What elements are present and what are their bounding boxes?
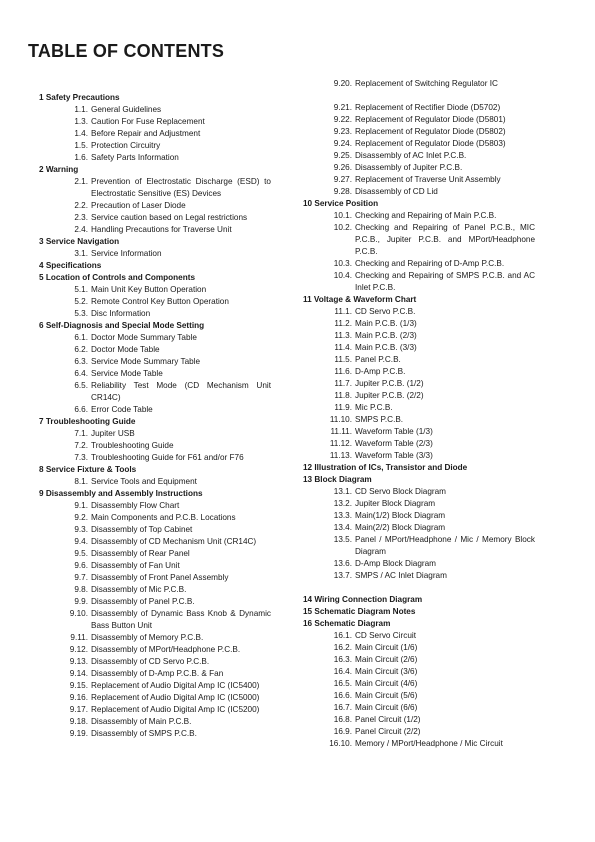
toc-entry-text: Before Repair and Adjustment bbox=[91, 129, 201, 138]
toc-entry[interactable] bbox=[303, 738, 535, 750]
toc-entry-number: 9.17. bbox=[69, 705, 88, 714]
toc-entry-number: 11.8. bbox=[334, 391, 352, 400]
toc-entry-text: Precaution of Laser Diode bbox=[91, 201, 186, 210]
toc-entry-number: 10.1. bbox=[333, 211, 352, 220]
toc-entry-text: Main Unit Key Button Operation bbox=[91, 285, 207, 294]
toc-entry-text: Panel Circuit (2/2) bbox=[355, 727, 421, 736]
toc-entry[interactable] bbox=[39, 212, 271, 224]
toc-entry-text: Disassembly of Main P.C.B. bbox=[91, 717, 192, 726]
toc-entry[interactable] bbox=[39, 584, 271, 596]
toc-entry-number: 5.1. bbox=[74, 285, 88, 294]
toc-entry-number: 9.15. bbox=[69, 681, 88, 690]
toc-entry-text: Jupiter P.C.B. (1/2) bbox=[355, 379, 424, 388]
toc-entry-text: Service Mode Summary Table bbox=[91, 357, 201, 366]
toc-entry-text: Disassembly of Panel P.C.B. bbox=[91, 597, 195, 606]
toc-entry[interactable] bbox=[39, 152, 271, 164]
toc-entry-number: 10.2. bbox=[333, 223, 352, 232]
toc-entry-number: 11.1. bbox=[334, 307, 352, 316]
toc-entry-text: Main Circuit (6/6) bbox=[355, 703, 418, 712]
toc-entry[interactable] bbox=[39, 452, 271, 464]
toc-entry[interactable] bbox=[303, 342, 535, 354]
toc-entry-text: Waveform Table (1/3) bbox=[355, 427, 433, 436]
toc-entry[interactable] bbox=[39, 380, 271, 404]
toc-entry[interactable] bbox=[303, 102, 535, 114]
toc-entry-text: Disassembly Flow Chart bbox=[91, 501, 180, 510]
toc-entry-text: Main(2/2) Block Diagram bbox=[355, 523, 446, 532]
toc-entry-number: 9.16. bbox=[69, 693, 88, 702]
toc-entry[interactable] bbox=[303, 690, 535, 702]
toc-entry-number: 13.5. bbox=[333, 535, 352, 544]
toc-entry[interactable] bbox=[39, 332, 271, 344]
toc-entry[interactable] bbox=[39, 104, 271, 116]
toc-entry-text: Doctor Mode Summary Table bbox=[91, 333, 197, 342]
toc-entry[interactable] bbox=[39, 428, 271, 440]
toc-entry-text: CD Servo Circuit bbox=[355, 631, 416, 640]
toc-column-left bbox=[39, 92, 271, 740]
toc-entry-text: Disassembly of CD Lid bbox=[355, 187, 438, 196]
toc-entry[interactable] bbox=[39, 692, 271, 704]
toc-entry[interactable] bbox=[39, 608, 271, 632]
toc-entry-number: 11.7. bbox=[334, 379, 352, 388]
toc-entry-text: Disassembly of Front Panel Assembly bbox=[91, 573, 229, 582]
toc-entry-text: SMPS P.C.B. bbox=[355, 415, 404, 424]
toc-entry-number: 13.6. bbox=[333, 559, 352, 568]
toc-entry-number: 9.6. bbox=[74, 561, 88, 570]
toc-entry[interactable] bbox=[39, 644, 271, 656]
toc-entry-text: Disassembly of Top Cabinet bbox=[91, 525, 193, 534]
toc-entry-text: Checking and Repairing of SMPS P.C.B. and AC Inlet P.C.B. bbox=[355, 271, 535, 292]
toc-entry[interactable] bbox=[303, 126, 535, 138]
toc-entry-number: 9.10. bbox=[69, 609, 88, 618]
toc-spacer bbox=[303, 582, 535, 594]
toc-entry-number: 7.1. bbox=[74, 429, 88, 438]
toc-entry-number: 1.4. bbox=[74, 129, 88, 138]
toc-entry-number: 1.6. bbox=[74, 153, 88, 162]
toc-entry-number: 9.20. bbox=[333, 79, 352, 88]
toc-entry-number: 16.3. bbox=[333, 655, 352, 664]
toc-entry[interactable] bbox=[39, 728, 271, 740]
toc-entry-text: Replacement of Traverse Unit Assembly bbox=[355, 175, 501, 184]
toc-entry-text: Jupiter P.C.B. (2/2) bbox=[355, 391, 424, 400]
toc-entry-text: Disassembly of D-Amp P.C.B. & Fan bbox=[91, 669, 224, 678]
toc-entry-text: Replacement of Regulator Diode (D5802) bbox=[355, 127, 506, 136]
toc-entry-number: 9.21. bbox=[333, 103, 352, 112]
toc-entry[interactable] bbox=[39, 128, 271, 140]
toc-entry-number: 16.8. bbox=[333, 715, 352, 724]
toc-entry-text: Replacement of Switching Regulator IC bbox=[355, 79, 498, 88]
toc-entry[interactable] bbox=[303, 270, 535, 294]
toc-entry[interactable] bbox=[303, 186, 535, 198]
toc-section-heading[interactable]: 12 Illustration of ICs, Transistor and Diode bbox=[303, 463, 468, 472]
toc-entry-number: 9.8. bbox=[74, 585, 88, 594]
toc-entry-text: Disassembly of Fan Unit bbox=[91, 561, 180, 570]
toc-entry[interactable] bbox=[303, 378, 535, 390]
toc-entry[interactable] bbox=[39, 248, 271, 260]
toc-entry[interactable] bbox=[303, 390, 535, 402]
toc-entry[interactable] bbox=[39, 296, 271, 308]
toc-entry-number: 9.4. bbox=[74, 537, 88, 546]
toc-entry[interactable] bbox=[303, 438, 535, 450]
toc-entry-text: Safety Parts Information bbox=[91, 153, 179, 162]
toc-entry-text: Panel Circuit (1/2) bbox=[355, 715, 421, 724]
toc-entry[interactable] bbox=[303, 630, 535, 642]
toc-entry[interactable] bbox=[39, 512, 271, 524]
toc-entry[interactable] bbox=[303, 414, 535, 426]
toc-entry-number: 11.2. bbox=[334, 319, 352, 328]
toc-entry-number: 9.12. bbox=[69, 645, 88, 654]
toc-section-heading[interactable]: 5 Location of Controls and Components bbox=[39, 273, 196, 282]
toc-entry-number: 9.19. bbox=[69, 729, 88, 738]
toc-entry-number: 5.2. bbox=[74, 297, 88, 306]
toc-entry-number: 16.10. bbox=[329, 739, 352, 748]
toc-entry-number: 7.2. bbox=[74, 441, 88, 450]
toc-entry-text: Disassembly of Dynamic Bass Knob & Dynamic Bass Button Unit bbox=[91, 609, 271, 630]
toc-entry[interactable] bbox=[303, 486, 535, 498]
toc-entry-text: Main Circuit (3/6) bbox=[355, 667, 418, 676]
toc-section-heading[interactable]: 2 Warning bbox=[39, 165, 79, 174]
toc-entry-text: Replacement of Audio Digital Amp IC (IC5000) bbox=[91, 693, 260, 702]
toc-entry-number: 9.27. bbox=[333, 175, 352, 184]
toc-section-heading[interactable]: 4 Specifications bbox=[39, 261, 102, 270]
toc-entry-text: Disassembly of Memory P.C.B. bbox=[91, 633, 204, 642]
toc-entry[interactable] bbox=[39, 572, 271, 584]
toc-entry-number: 11.9. bbox=[334, 403, 352, 412]
toc-entry[interactable] bbox=[303, 210, 535, 222]
toc-entry[interactable] bbox=[39, 476, 271, 488]
toc-entry-number: 13.7. bbox=[333, 571, 352, 580]
toc-spacer bbox=[303, 90, 535, 102]
toc-entry-text: Checking and Repairing of D-Amp P.C.B. bbox=[355, 259, 505, 268]
toc-entry-text: Disassembly of CD Servo P.C.B. bbox=[91, 657, 210, 666]
toc-entry[interactable] bbox=[303, 702, 535, 714]
toc-entry[interactable] bbox=[39, 224, 271, 236]
toc-entry-text: Handling Precautions for Traverse Unit bbox=[91, 225, 232, 234]
toc-entry-text: Service Mode Table bbox=[91, 369, 163, 378]
toc-section-heading[interactable]: 11 Voltage & Waveform Chart bbox=[303, 295, 417, 304]
toc-entry-text: Protection Circuitry bbox=[91, 141, 161, 150]
toc-entry[interactable] bbox=[39, 176, 271, 200]
toc-entry-number: 9.9. bbox=[74, 597, 88, 606]
toc-section-heading[interactable]: 10 Service Position bbox=[303, 199, 379, 208]
toc-entry[interactable] bbox=[303, 570, 535, 582]
toc-entry-text: Waveform Table (3/3) bbox=[355, 451, 433, 460]
toc-entry-text: Disassembly of CD Mechanism Unit (CR14C) bbox=[91, 537, 257, 546]
toc-entry[interactable] bbox=[39, 680, 271, 692]
toc-entry[interactable] bbox=[303, 306, 535, 318]
toc-entry-number: 13.2. bbox=[333, 499, 352, 508]
toc-entry-text: Replacement of Audio Digital Amp IC (IC5400) bbox=[91, 681, 260, 690]
toc-entry-text: Disassembly of Rear Panel bbox=[91, 549, 190, 558]
toc-entry-text: D-Amp P.C.B. bbox=[355, 367, 406, 376]
toc-entry-number: 16.4. bbox=[333, 667, 352, 676]
toc-entry-number: 16.6. bbox=[333, 691, 352, 700]
toc-entry-number: 16.2. bbox=[333, 643, 352, 652]
toc-entry[interactable] bbox=[303, 354, 535, 366]
toc-entry-text: SMPS / AC Inlet Diagram bbox=[355, 571, 447, 580]
toc-entry[interactable] bbox=[39, 704, 271, 716]
toc-section-heading[interactable]: 6 Self-Diagnosis and Special Mode Setting bbox=[39, 321, 205, 330]
toc-entry-text: Service Information bbox=[91, 249, 162, 258]
toc-entry[interactable] bbox=[39, 656, 271, 668]
toc-entry-text: Main P.C.B. (1/3) bbox=[355, 319, 417, 328]
toc-section-heading[interactable]: 14 Wiring Connection Diagram bbox=[303, 595, 423, 604]
toc-entry-number: 9.11. bbox=[70, 633, 88, 642]
toc-entry-number: 9.23. bbox=[333, 127, 352, 136]
toc-entry-text: Reliability Test Mode (CD Mechanism Unit CR14C) bbox=[91, 381, 271, 402]
toc-entry[interactable] bbox=[303, 174, 535, 186]
toc-entry-text: Prevention of Electrostatic Discharge (ESD) to Electrostatic Sensitive (ES) Devices bbox=[91, 177, 271, 198]
toc-entry-text: Jupiter Block Diagram bbox=[355, 499, 436, 508]
toc-entry[interactable] bbox=[303, 162, 535, 174]
toc-entry-text: Disassembly of SMPS P.C.B. bbox=[91, 729, 197, 738]
toc-entry[interactable] bbox=[303, 114, 535, 126]
toc-entry-number: 9.1. bbox=[74, 501, 88, 510]
toc-entry-number: 11.11. bbox=[330, 427, 352, 436]
toc-entry-number: 9.25. bbox=[333, 151, 352, 160]
toc-entry[interactable] bbox=[39, 560, 271, 572]
toc-entry-number: 2.2. bbox=[74, 201, 88, 210]
toc-entry-number: 10.3. bbox=[333, 259, 352, 268]
toc-entry-number: 9.2. bbox=[74, 513, 88, 522]
toc-entry[interactable] bbox=[303, 330, 535, 342]
toc-entry-text: Troubleshooting Guide bbox=[91, 441, 174, 450]
toc-entry-text: Main P.C.B. (3/3) bbox=[355, 343, 417, 352]
toc-entry[interactable] bbox=[39, 632, 271, 644]
toc-entry-text: Remote Control Key Button Operation bbox=[91, 297, 229, 306]
toc-entry[interactable] bbox=[303, 366, 535, 378]
toc-entry-text: Replacement of Audio Digital Amp IC (IC5200) bbox=[91, 705, 260, 714]
toc-entry-text: Main(1/2) Block Diagram bbox=[355, 511, 446, 520]
toc-entry-number: 13.3. bbox=[333, 511, 352, 520]
toc-entry[interactable] bbox=[39, 500, 271, 512]
toc-entry-text: Disassembly of AC Inlet P.C.B. bbox=[355, 151, 467, 160]
toc-entry[interactable] bbox=[303, 714, 535, 726]
toc-entry[interactable] bbox=[303, 558, 535, 570]
toc-entry[interactable] bbox=[39, 200, 271, 212]
toc-entry-text: Mic P.C.B. bbox=[355, 403, 393, 412]
toc-entry-number: 5.3. bbox=[74, 309, 88, 318]
toc-section-heading[interactable]: 1 Safety Precautions bbox=[39, 93, 120, 102]
toc-entry-number: 8.1. bbox=[74, 477, 88, 486]
toc-entry[interactable] bbox=[39, 596, 271, 608]
toc-entry[interactable] bbox=[39, 356, 271, 368]
toc-entry[interactable] bbox=[39, 116, 271, 128]
toc-entry[interactable] bbox=[39, 536, 271, 548]
toc-entry-number: 9.18. bbox=[69, 717, 88, 726]
toc-entry-number: 16.1. bbox=[333, 631, 352, 640]
toc-entry[interactable] bbox=[303, 642, 535, 654]
toc-entry-text: Main P.C.B. (2/3) bbox=[355, 331, 417, 340]
toc-entry-text: Panel P.C.B. bbox=[355, 355, 401, 364]
toc-entry-number: 16.5. bbox=[333, 679, 352, 688]
toc-entry-number: 6.6. bbox=[74, 405, 88, 414]
toc-entry-number: 11.4. bbox=[334, 343, 352, 352]
toc-entry-number: 6.4. bbox=[74, 369, 88, 378]
toc-entry-number: 9.26. bbox=[333, 163, 352, 172]
toc-entry-text: Service caution based on Legal restrictions bbox=[91, 213, 248, 222]
toc-entry-number: 13.4. bbox=[333, 523, 352, 532]
toc-section-heading[interactable]: 8 Service Fixture & Tools bbox=[39, 465, 137, 474]
toc-entry-text: D-Amp Block Diagram bbox=[355, 559, 436, 568]
toc-entry-text: Disassembly of Jupiter P.C.B. bbox=[355, 163, 463, 172]
toc-entry-text: Error Code Table bbox=[91, 405, 153, 414]
toc-entry[interactable] bbox=[39, 140, 271, 152]
toc-entry-text: Replacement of Rectifier Diode (D5702) bbox=[355, 103, 501, 112]
toc-entry-number: 11.6. bbox=[334, 367, 352, 376]
toc-entry-number: 11.3. bbox=[334, 331, 352, 340]
toc-entry[interactable] bbox=[303, 510, 535, 522]
toc-entry[interactable] bbox=[303, 498, 535, 510]
toc-entry[interactable] bbox=[303, 666, 535, 678]
toc-entry-text: Troubleshooting Guide for F61 and/or F76 bbox=[91, 453, 244, 462]
toc-entry-number: 1.3. bbox=[74, 117, 88, 126]
toc-entry-number: 6.3. bbox=[74, 357, 88, 366]
toc-entry-number: 11.10. bbox=[329, 415, 352, 424]
toc-entry[interactable] bbox=[303, 426, 535, 438]
toc-entry-text: Checking and Repairing of Main P.C.B. bbox=[355, 211, 497, 220]
toc-entry[interactable] bbox=[303, 534, 535, 558]
toc-entry[interactable] bbox=[303, 78, 535, 90]
toc-entry-number: 1.5. bbox=[74, 141, 88, 150]
toc-entry-number: 9.3. bbox=[74, 525, 88, 534]
toc-entry[interactable] bbox=[303, 450, 535, 462]
toc-entry-text: General Guidelines bbox=[91, 105, 162, 114]
toc-entry-number: 3.1. bbox=[74, 249, 88, 258]
toc-entry-text: Disc Information bbox=[91, 309, 151, 318]
toc-entry-text: CD Servo P.C.B. bbox=[355, 307, 416, 316]
toc-entry-number: 13.1. bbox=[333, 487, 352, 496]
toc-entry-number: 9.5. bbox=[74, 549, 88, 558]
toc-entry-text: Checking and Repairing of Panel P.C.B., MIC P.C.B., Jupiter P.C.B. and MPort/Headphone P.C.B. bbox=[355, 223, 535, 256]
toc-section-heading[interactable]: 13 Block Diagram bbox=[303, 475, 372, 484]
toc-entry-number: 11.13. bbox=[329, 451, 352, 460]
toc-entry[interactable] bbox=[303, 222, 535, 258]
toc-entry-number: 2.4. bbox=[74, 225, 88, 234]
toc-entry-text: Panel / MPort/Headphone / Mic / Memory Block Diagram bbox=[355, 535, 535, 556]
toc-entry[interactable] bbox=[39, 440, 271, 452]
toc-entry-number: 6.5. bbox=[74, 381, 88, 390]
toc-section-heading[interactable]: 15 Schematic Diagram Notes bbox=[303, 607, 416, 616]
toc-entry-number: 6.1. bbox=[74, 333, 88, 342]
page-title: TABLE OF CONTENTS bbox=[28, 41, 225, 61]
toc-section-heading[interactable]: 3 Service Navigation bbox=[39, 237, 120, 246]
toc-entry-text: Main Circuit (5/6) bbox=[355, 691, 418, 700]
toc-entry[interactable] bbox=[303, 318, 535, 330]
toc-entry-number: 9.7. bbox=[74, 573, 88, 582]
toc-entry-text: Memory / MPort/Headphone / Mic Circuit bbox=[355, 739, 503, 748]
toc-entry-number: 2.3. bbox=[74, 213, 88, 222]
toc-entry-number: 10.4. bbox=[333, 271, 352, 280]
toc-entry-text: Main Circuit (4/6) bbox=[355, 679, 418, 688]
toc-entry-number: 2.1. bbox=[74, 177, 88, 186]
toc-entry[interactable] bbox=[303, 258, 535, 270]
toc-entry-number: 9.28. bbox=[333, 187, 352, 196]
toc-entry-text: Main Circuit (1/6) bbox=[355, 643, 418, 652]
toc-entry-text: Main Components and P.C.B. Locations bbox=[91, 513, 236, 522]
toc-entry-text: Doctor Mode Table bbox=[91, 345, 160, 354]
toc-entry[interactable] bbox=[303, 150, 535, 162]
toc-entry-number: 9.14. bbox=[69, 669, 88, 678]
toc-entry-text: Service Tools and Equipment bbox=[91, 477, 197, 486]
toc-entry-number: 1.1. bbox=[74, 105, 88, 114]
toc-entry-number: 6.2. bbox=[74, 345, 88, 354]
toc-entry-text: Jupiter USB bbox=[91, 429, 135, 438]
toc-entry-text: Main Circuit (2/6) bbox=[355, 655, 418, 664]
toc-entry-number: 9.22. bbox=[333, 115, 352, 124]
toc-entry-text: Replacement of Regulator Diode (D5803) bbox=[355, 139, 506, 148]
toc-entry[interactable] bbox=[39, 668, 271, 680]
toc-section-heading[interactable]: 9 Disassembly and Assembly Instructions bbox=[39, 489, 203, 498]
toc-entry[interactable] bbox=[39, 404, 271, 416]
toc-entry[interactable] bbox=[39, 548, 271, 560]
toc-entry-number: 16.7. bbox=[333, 703, 352, 712]
toc-entry[interactable] bbox=[303, 654, 535, 666]
toc-entry[interactable] bbox=[303, 402, 535, 414]
toc-entry-number: 16.9. bbox=[333, 727, 352, 736]
toc-entry-number: 11.12. bbox=[329, 439, 352, 448]
toc-entry[interactable] bbox=[303, 138, 535, 150]
toc-entry[interactable] bbox=[39, 308, 271, 320]
toc-entry-text: Caution For Fuse Replacement bbox=[91, 117, 205, 126]
toc-entry-number: 7.3. bbox=[74, 453, 88, 462]
toc-entry[interactable] bbox=[303, 678, 535, 690]
toc-entry[interactable] bbox=[39, 524, 271, 536]
toc-entry-text: Replacement of Regulator Diode (D5801) bbox=[355, 115, 506, 124]
toc-entry[interactable] bbox=[39, 284, 271, 296]
toc-entry-text: Disassembly of MPort/Headphone P.C.B. bbox=[91, 645, 241, 654]
toc-entry-number: 9.24. bbox=[333, 139, 352, 148]
toc-entry-text: Disassembly of Mic P.C.B. bbox=[91, 585, 187, 594]
toc-entry[interactable] bbox=[39, 368, 271, 380]
toc-entry-text: CD Servo Block Diagram bbox=[355, 487, 446, 496]
toc-column-right bbox=[303, 78, 535, 750]
toc-section-heading[interactable]: 7 Troubleshooting Guide bbox=[39, 417, 136, 426]
toc-entry-number: 11.5. bbox=[334, 355, 352, 364]
toc-entry[interactable] bbox=[39, 716, 271, 728]
toc-entry-text: Waveform Table (2/3) bbox=[355, 439, 433, 448]
toc-entry-number: 9.13. bbox=[69, 657, 88, 666]
toc-entry[interactable] bbox=[303, 522, 535, 534]
toc-entry[interactable] bbox=[303, 726, 535, 738]
toc-entry[interactable] bbox=[39, 344, 271, 356]
toc-section-heading[interactable]: 16 Schematic Diagram bbox=[303, 619, 391, 628]
